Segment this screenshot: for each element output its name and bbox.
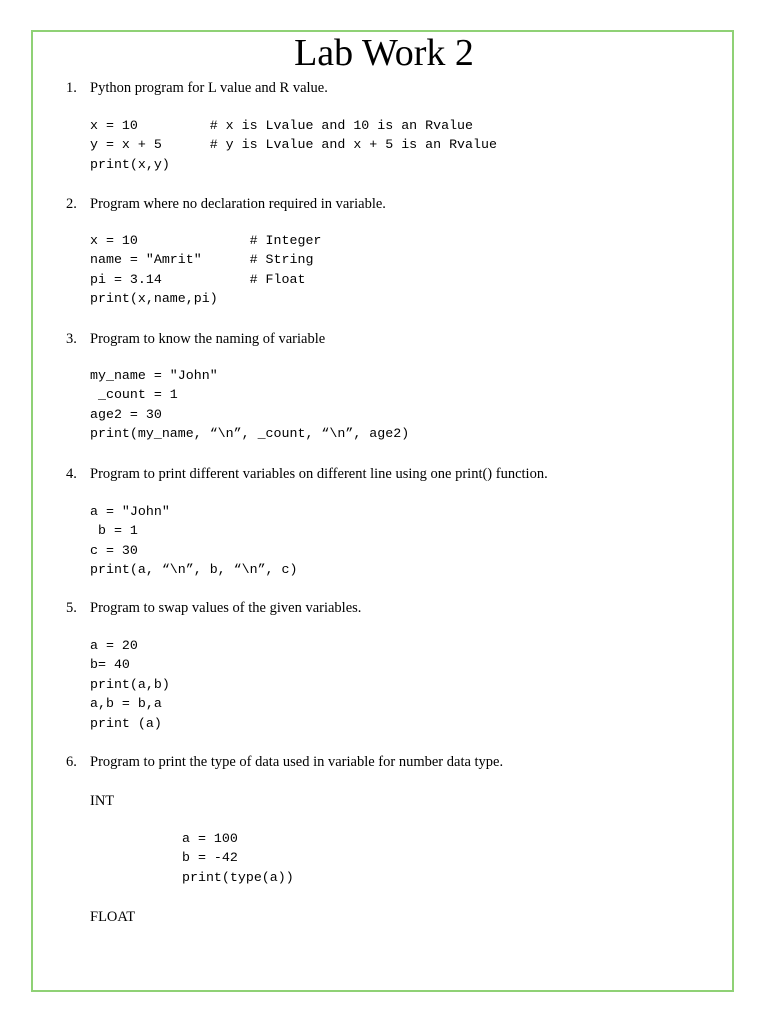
item-number-5: 5.	[66, 600, 77, 616]
code-block-5: a = 20 b= 40 print(a,b) a,b = b,a print (a)	[90, 638, 170, 731]
page-title: Lab Work 2	[294, 32, 474, 74]
code-block-3: my_name = "John" _count = 1 age2 = 30 print(my_name, “\n”, _count, “\n”, age2)	[90, 368, 410, 442]
item-heading-4: Program to print different variables on different line using one print() function.	[90, 466, 548, 482]
code-block-6-int: a = 100 b = -42 print(type(a))	[182, 831, 294, 885]
item-number-6: 6.	[66, 754, 77, 770]
item-number-2: 2.	[66, 196, 77, 212]
item-number-1: 1.	[66, 80, 77, 96]
item-heading-1: Python program for L value and R value.	[90, 80, 328, 96]
item-heading-3: Program to know the naming of variable	[90, 331, 326, 347]
subheading-int: INT	[90, 793, 115, 809]
item-number-3: 3.	[66, 331, 77, 347]
code-block-2: x = 10 # Integer name = "Amrit" # String pi = 3.14 # Float print(x,name,pi)	[90, 233, 322, 307]
item-heading-6: Program to print the type of data used in variable for number data type.	[90, 754, 504, 770]
item-heading-2: Program where no declaration required in variable.	[90, 196, 386, 212]
code-block-4: a = "John" b = 1 c = 30 print(a, “\n”, b, “\n”, c)	[90, 504, 298, 578]
code-block-1: x = 10 # x is Lvalue and 10 is an Rvalue y = x + 5 # y is Lvalue and x + 5 is an Rvalue print(x,y)	[90, 118, 497, 172]
item-number-4: 4.	[66, 466, 77, 482]
subheading-float: FLOAT	[90, 909, 136, 925]
item-heading-5: Program to swap values of the given variables.	[90, 600, 362, 616]
